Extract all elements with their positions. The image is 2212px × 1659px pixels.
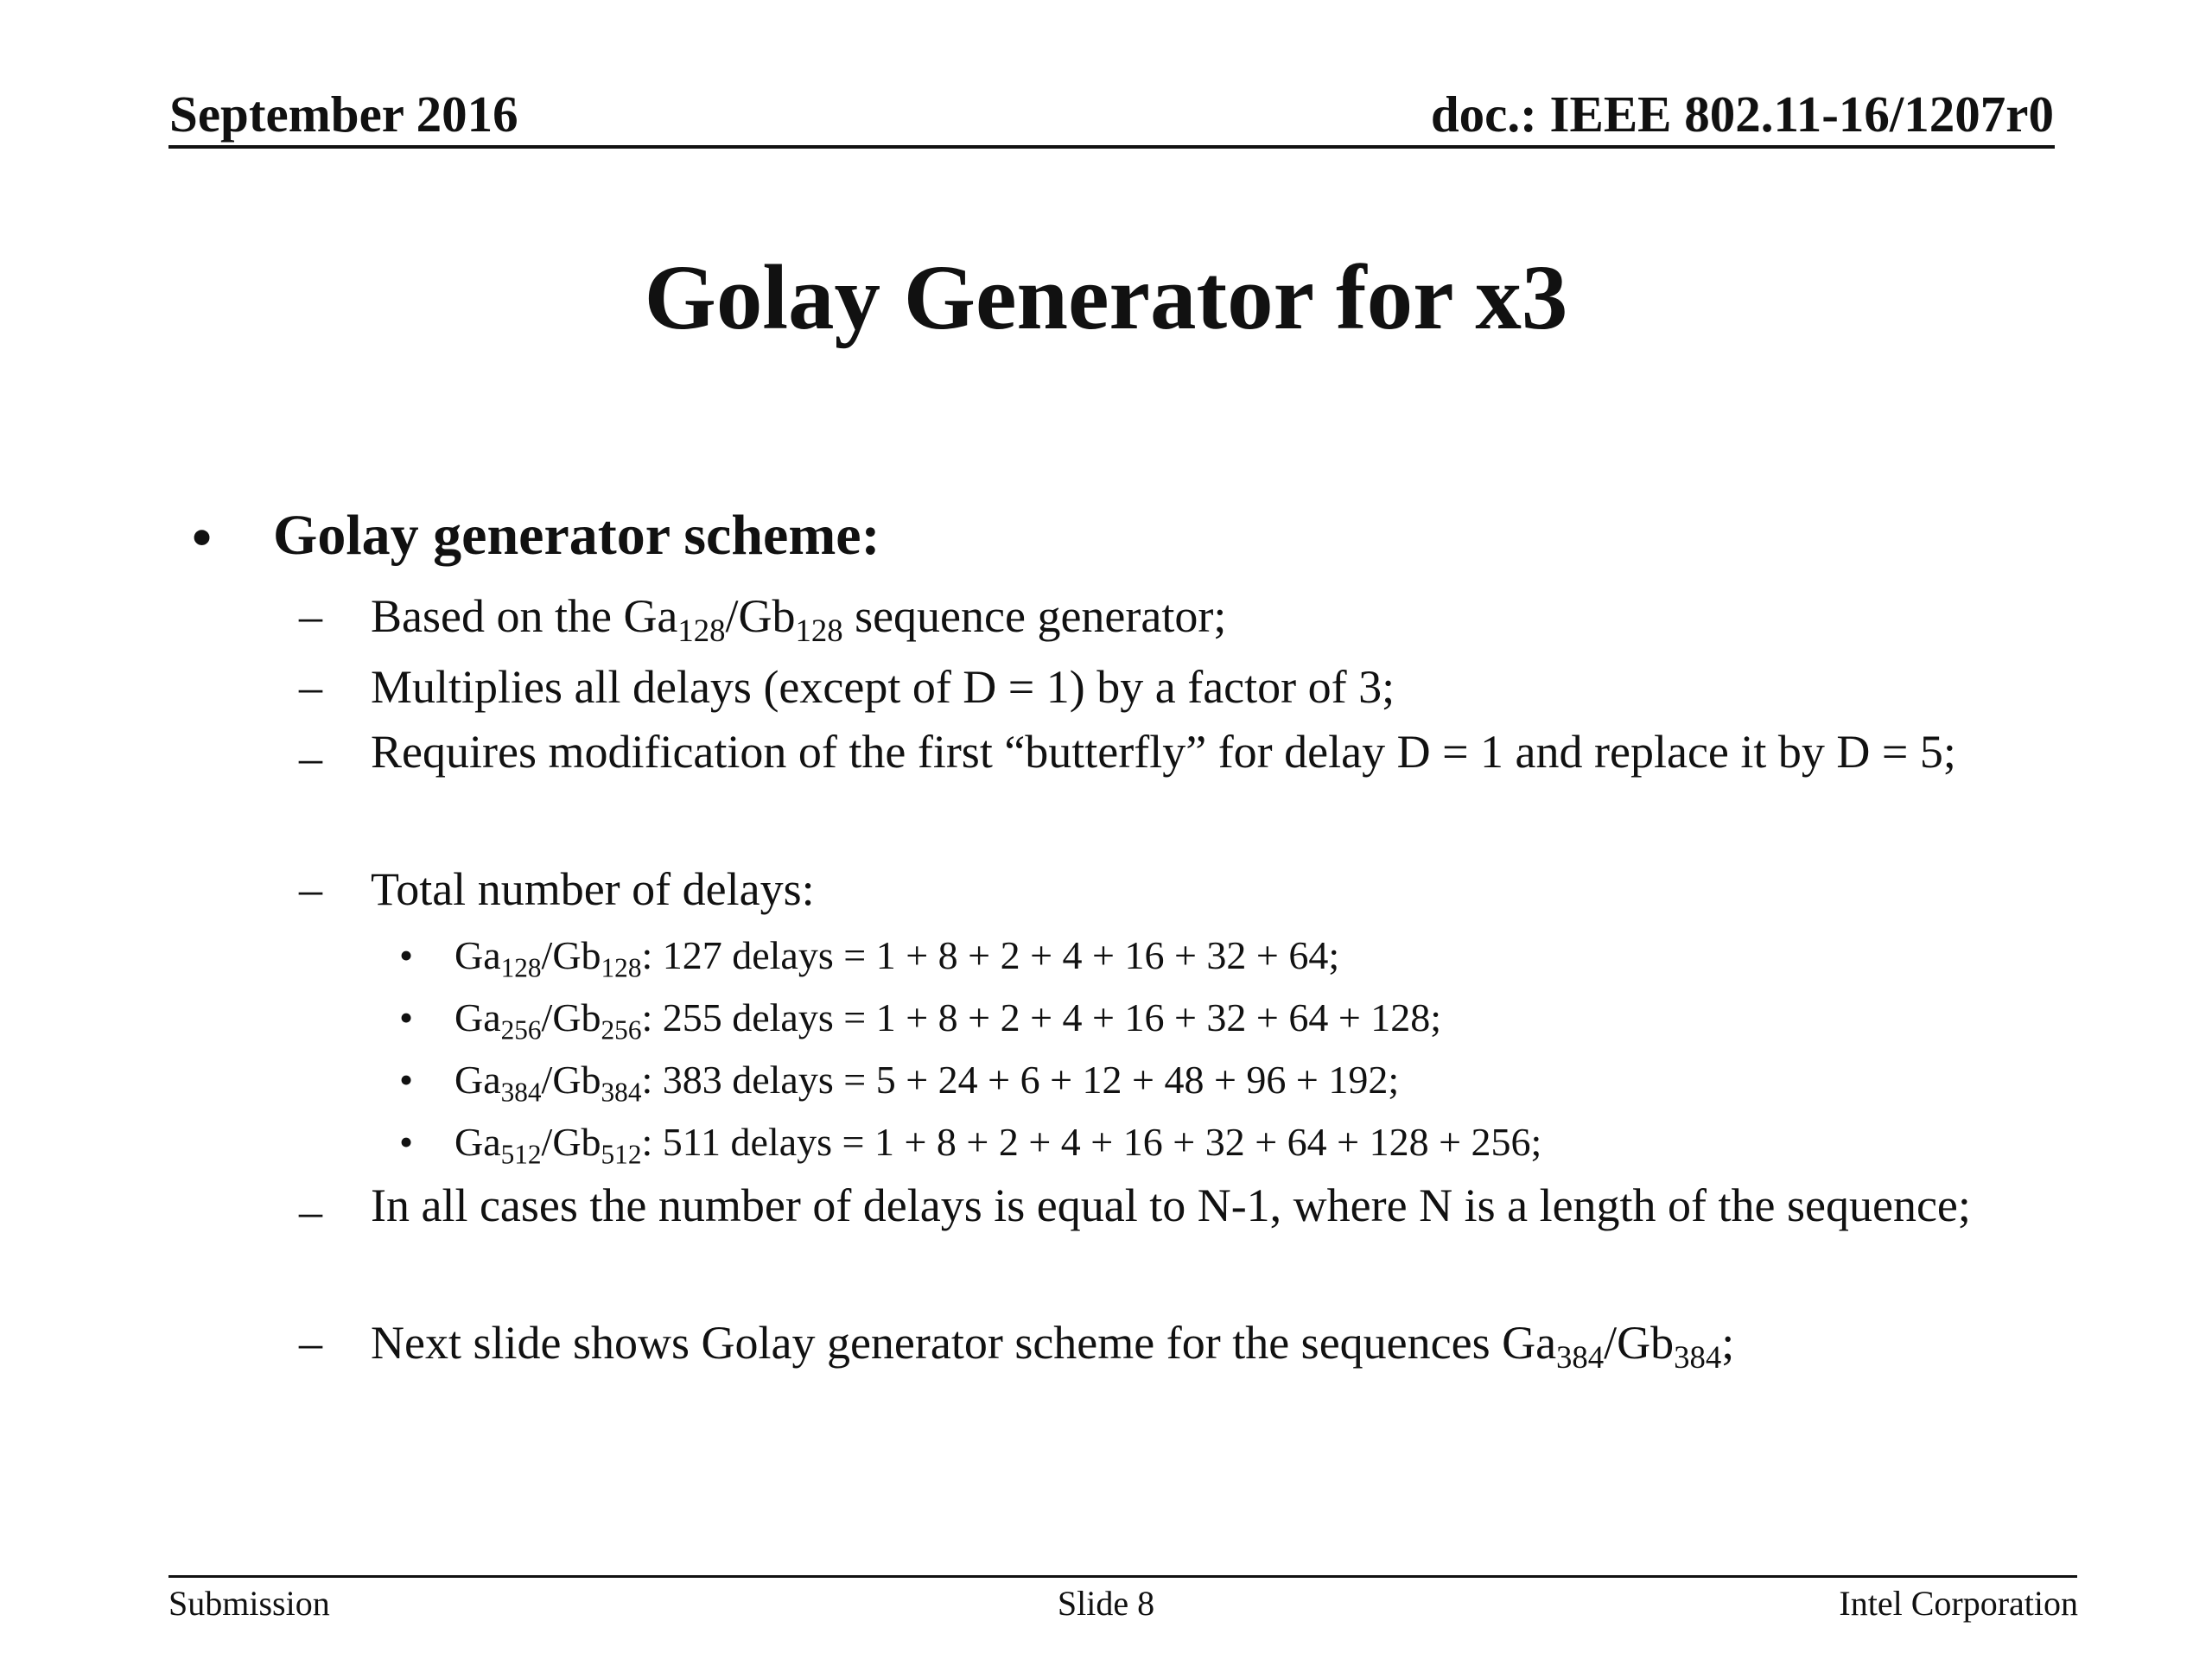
bullet-icon: • [399,1120,414,1164]
list-item: In all cases the number of delays is equal to N-1, where N is a length of the sequence; [371,1179,1971,1231]
dash-icon: – [299,732,322,784]
bullet-icon: • [399,995,414,1039]
bullet-icon: • [399,933,414,977]
footer-slide-number: Slide 8 [1057,1584,1155,1623]
dash-icon: – [299,1185,322,1237]
delay-item: $Ga_{256}/Gb_{256}$: 255 delays = 1 + 8 + 2 + 4 + 16 + 32 + 64 + 128; [454,995,1442,1046]
list-item: Requires modification of the first “butterfly” for delay D = 1 and replace it by D = 5; [371,726,1956,778]
footer-company: Intel Corporation [1839,1584,2078,1623]
list-item: Multiplies all delays (except of D = 1) by a factor of 3; [371,661,1395,713]
section-heading: Golay generator scheme: [273,504,880,567]
delay-item: $Ga_{512}/Gb_{512}$: 511 delays = 1 + 8 + 2 + 4 + 16 + 32 + 64 + 128 + 256; [454,1120,1542,1170]
footer-divider [168,1575,2077,1578]
dash-icon: – [299,590,322,642]
slide-title: Golay Generator for x3 [644,247,1568,349]
list-item: Based on the $Ga_{128}/Gb_{128}$ sequence generator; [371,590,1227,649]
dash-icon: – [299,661,322,713]
header-date: September 2016 [169,86,518,143]
footer-submission: Submission [168,1584,330,1623]
list-item: Next slide shows Golay generator scheme for the sequences $Ga_{384}/Gb_{384}$; [371,1317,1735,1376]
header-divider [168,145,2055,149]
dash-icon: – [299,1317,322,1369]
bullet-icon: • [192,506,213,569]
delay-item: $Ga_{128}/Gb_{128}$: 127 delays = 1 + 8 + 2 + 4 + 16 + 32 + 64; [454,933,1340,983]
dash-icon: – [299,863,322,915]
header-document-id: doc.: IEEE 802.11-16/1207r0 [1430,86,2054,143]
bullet-icon: • [399,1058,414,1102]
delay-item: $Ga_{384}/Gb_{384}$: 383 delays = 5 + 24 + 6 + 12 + 48 + 96 + 192; [454,1058,1400,1108]
list-item: Total number of delays: [371,863,815,915]
